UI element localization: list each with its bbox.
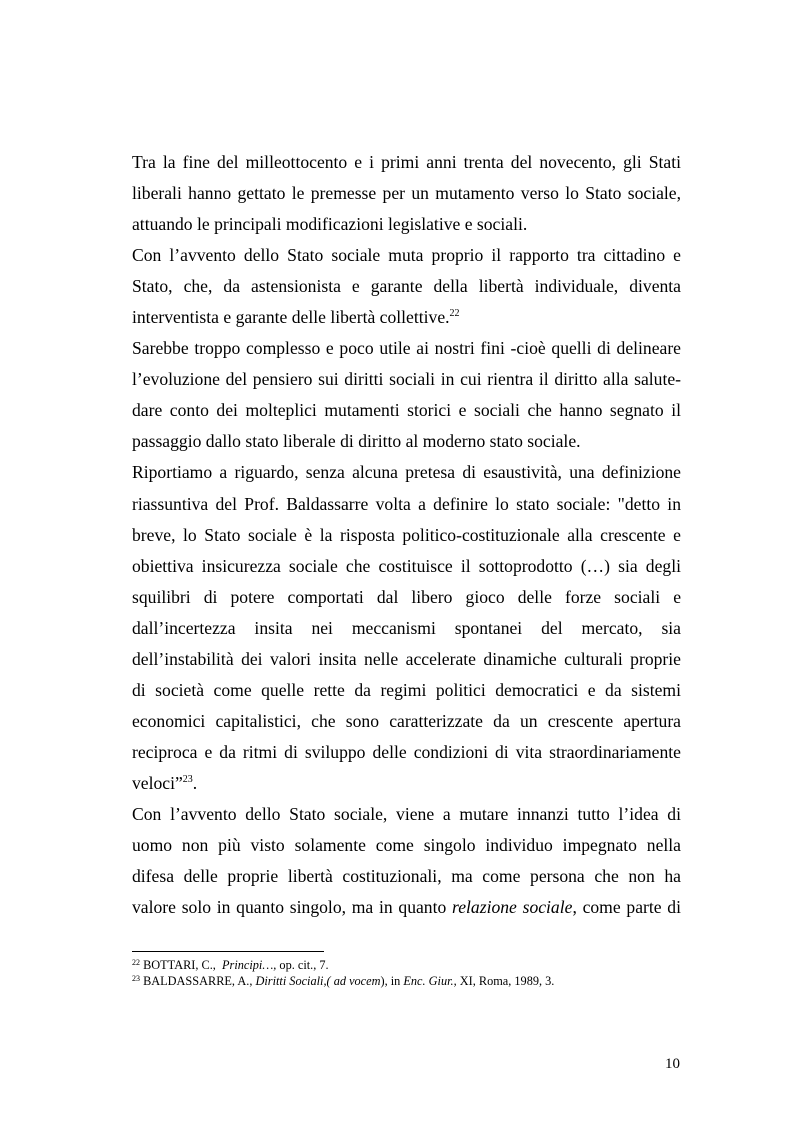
footnotes	[132, 957, 681, 989]
footnote-22-author: BOTTARI, C.,	[143, 958, 216, 972]
paragraph-5-line-2: uomo non più visto solamente come singolo individuo impegnato nella	[132, 835, 681, 856]
paragraph-4-line-3: breve, lo Stato sociale è la risposta politico-costituzionale alla crescente e	[132, 524, 681, 545]
paragraph-5-italic-term: relazione sociale	[452, 897, 573, 918]
footnote-ref-22[interactable]: 22	[449, 308, 460, 320]
paragraph-2-line-3	[132, 302, 681, 333]
footnote-23-author: BALDASSARRE, A.,	[143, 974, 253, 988]
paragraph-3-line-4: passaggio dallo stato liberale di diritto al moderno stato sociale.	[132, 431, 581, 452]
footnote-23-number: 23	[132, 974, 140, 983]
paragraph-4-line-1: Riportiamo a riguardo, senza alcuna pretesa di esaustività, una definizione	[132, 462, 681, 483]
footnote-23-middle: ), in	[380, 974, 404, 988]
paragraph-4-line-10: reciproca e da ritmi di sviluppo delle condizioni di vita straordinariamente	[132, 741, 681, 762]
paragraph-4-line-7: dell’instabilità dei valori insita nelle accelerate dinamiche culturali proprie	[132, 648, 681, 669]
paragraph-5-line-4	[132, 892, 681, 923]
footnote-23-journal: Enc. Giur.,	[403, 974, 457, 988]
paragraph-4-line-6: dall’incertezza insita nei meccanismi spontanei del mercato, sia	[132, 617, 681, 638]
quote-end-period: .	[192, 772, 198, 793]
paragraph-4-line-4: obiettiva insicurezza sociale che costituisce il sottoprodotto (…) sia degli	[132, 555, 681, 576]
paragraph-5-line-3: difesa delle proprie libertà costituzionali, ma come persona che non ha	[132, 866, 681, 887]
paragraph-1-line-2: liberali hanno gettato le premesse per un mutamento verso lo Stato sociale,	[132, 183, 681, 204]
paragraph-2-line-1: Con l’avvento dello Stato sociale muta proprio il rapporto tra cittadino e	[132, 245, 681, 266]
footnote-22	[132, 957, 681, 973]
paragraph-3-line-2: l’evoluzione del pensiero sui diritti sociali in cui rientra il diritto alla salute-	[132, 369, 681, 390]
paragraph-5-last-start: valore solo in quanto singolo, ma in quanto	[132, 897, 453, 918]
paragraph-2-line-2: Stato, che, da astensionista e garante della libertà individuale, diventa	[132, 276, 681, 297]
footnote-23-title: Diritti Sociali,( ad vocem	[255, 974, 381, 988]
quote-end-text: veloci”	[132, 772, 183, 793]
footnote-23	[132, 973, 681, 989]
paragraph-2-text: interventista e garante delle libertà collettive.	[132, 307, 450, 328]
footnote-23-rest: XI, Roma, 1989, 3.	[456, 974, 555, 988]
footnote-separator	[132, 951, 324, 952]
paragraph-5-line-1: Con l’avvento dello Stato sociale, viene a mutare innanzi tutto l’idea di	[132, 803, 681, 824]
paragraph-4-line-8: di società come quelle rette da regimi politici democratici e da sistemi	[132, 679, 681, 700]
footnote-22-rest: op. cit., 7.	[276, 958, 329, 972]
paragraph-1-line-3: attuando le principali modificazioni legislative e sociali.	[132, 214, 528, 235]
footnote-ref-23[interactable]: 23	[182, 773, 193, 785]
footnote-22-number: 22	[132, 958, 140, 967]
paragraph-4-line-5: squilibri di potere comportati dal libero gioco delle forze sociali e	[132, 586, 681, 607]
paragraph-4-line-9: economici capitalistici, che sono caratterizzate da un crescente apertura	[132, 710, 681, 731]
paragraph-3-line-3: dare conto dei molteplici mutamenti storici e sociali che hanno segnato il	[132, 400, 681, 421]
body-text	[132, 147, 681, 923]
page-number: 10	[665, 1056, 680, 1072]
paragraph-3-line-1: Sarebbe troppo complesso e poco utile ai nostri fini -cioè quelli di delineare	[132, 338, 681, 359]
paragraph-1-line-1: Tra la fine del milleottocento e i primi anni trenta del novecento, gli Stati	[132, 152, 681, 172]
footnote-22-title: Principi…,	[222, 958, 277, 972]
paragraph-5-last-end: , come parte di	[572, 897, 681, 918]
paragraph-4-line-2: riassuntiva del Prof. Baldassarre volta a definire lo stato sociale: "detto in	[132, 493, 681, 514]
paragraph-4-line-11	[132, 768, 681, 799]
